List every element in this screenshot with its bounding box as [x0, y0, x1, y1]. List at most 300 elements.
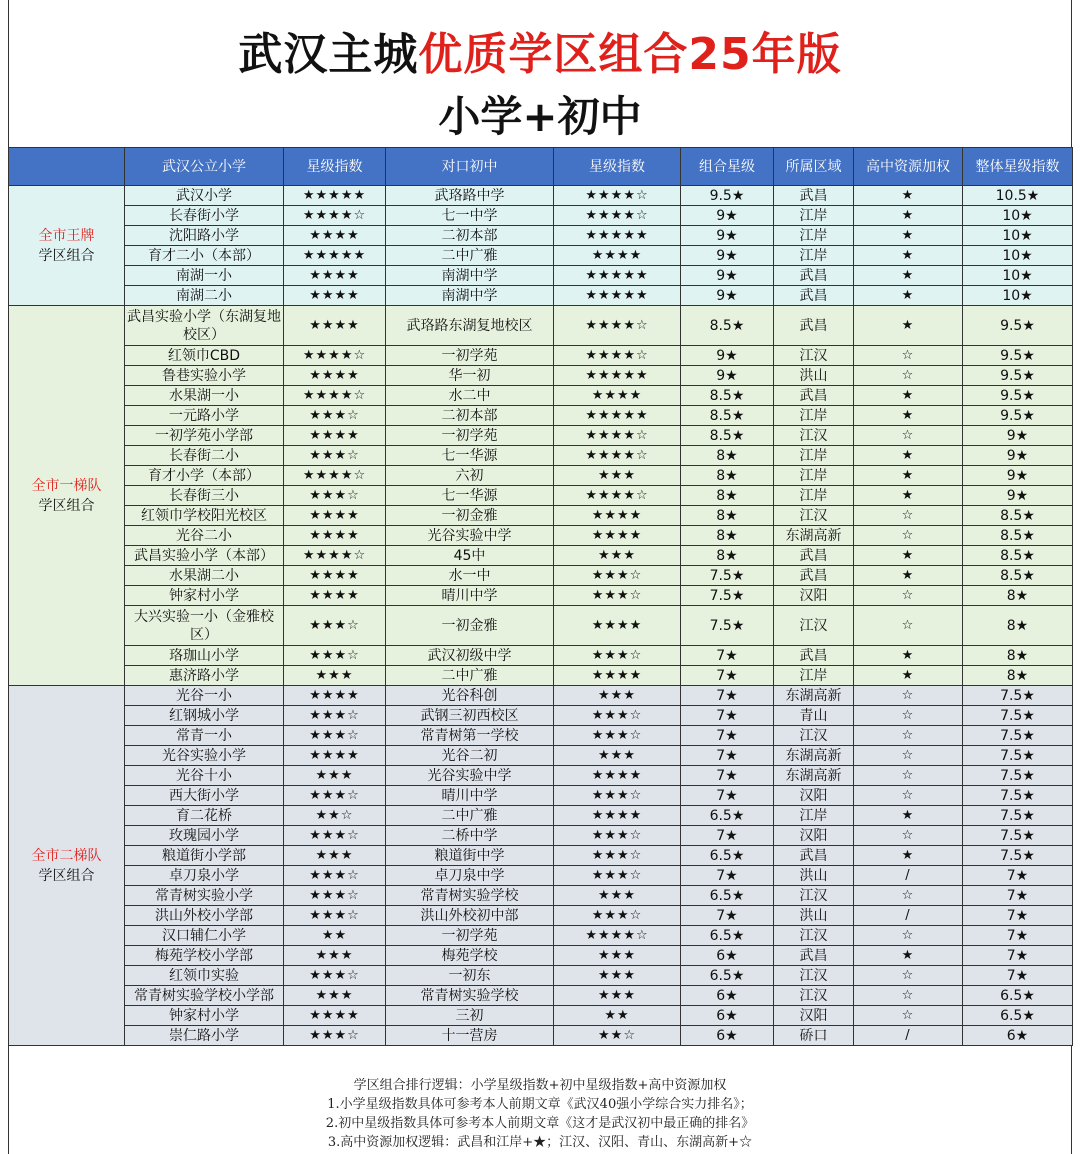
cell-highschool-weight: ☆ — [854, 966, 963, 986]
cell-primary-stars: ★★★★☆ — [284, 466, 386, 486]
cell-district: 江岸 — [774, 246, 854, 266]
cell-middle-stars: ★★★☆ — [554, 826, 681, 846]
cell-primary-stars: ★★★★ — [284, 266, 386, 286]
cell-middle-stars: ★★★ — [554, 946, 681, 966]
cell-overall-stars: 9.5★ — [963, 386, 1073, 406]
cell-district: 江岸 — [774, 806, 854, 826]
cell-middle-school: 一初金雅 — [386, 606, 554, 646]
cell-middle-school: 水一中 — [386, 566, 554, 586]
cell-primary-stars: ★★★★ — [284, 366, 386, 386]
cell-middle-school: 梅苑学校 — [386, 946, 554, 966]
cell-combined-stars: 8★ — [681, 446, 774, 466]
cell-primary-school: 育才二小（本部） — [125, 246, 284, 266]
cell-primary-stars: ★★★☆ — [284, 446, 386, 466]
cell-middle-stars: ★★★★☆ — [554, 926, 681, 946]
title-red: 优质学区组合25年版 — [418, 29, 842, 80]
cell-middle-stars: ★★★☆ — [554, 586, 681, 606]
note-line: 1.小学星级指数具体可参考本人前期文章《武汉40强小学综合实力排名》； — [327, 1097, 753, 1112]
cell-combined-stars: 7★ — [681, 686, 774, 706]
cell-overall-stars: 9★ — [963, 466, 1073, 486]
cell-overall-stars: 9.5★ — [963, 346, 1073, 366]
cell-middle-school: 常青树第一学校 — [386, 726, 554, 746]
cell-combined-stars: 6.5★ — [681, 966, 774, 986]
cell-primary-stars: ★★★★ — [284, 226, 386, 246]
cell-middle-stars: ★★★☆ — [554, 646, 681, 666]
cell-middle-stars: ★★★ — [554, 466, 681, 486]
group-label — [9, 686, 125, 1046]
cell-primary-stars: ★★★☆ — [284, 406, 386, 426]
cell-primary-school: 南湖一小 — [125, 266, 284, 286]
cell-middle-school: 武珞路东湖复地校区 — [386, 306, 554, 346]
cell-highschool-weight: ☆ — [854, 886, 963, 906]
cell-highschool-weight: ☆ — [854, 526, 963, 546]
cell-middle-stars: ★★★ — [554, 966, 681, 986]
cell-overall-stars: 7★ — [963, 946, 1073, 966]
cell-district: 武昌 — [774, 386, 854, 406]
cell-combined-stars: 8★ — [681, 546, 774, 566]
cell-combined-stars: 6.5★ — [681, 806, 774, 826]
table-row — [9, 926, 1073, 946]
table-row — [9, 906, 1073, 926]
table-row — [9, 406, 1073, 426]
table-header — [9, 148, 1073, 186]
cell-primary-school: 长春街三小 — [125, 486, 284, 506]
cell-combined-stars: 7★ — [681, 766, 774, 786]
cell-middle-school: 一初东 — [386, 966, 554, 986]
cell-primary-school: 常青树实验小学 — [125, 886, 284, 906]
cell-overall-stars: 8★ — [963, 666, 1073, 686]
cell-middle-school: 水二中 — [386, 386, 554, 406]
cell-primary-stars: ★★★★ — [284, 286, 386, 306]
table-row — [9, 746, 1073, 766]
group-label — [9, 186, 125, 306]
table-row — [9, 426, 1073, 446]
cell-primary-school: 水果湖一小 — [125, 386, 284, 406]
cell-primary-stars: ★★★★ — [284, 746, 386, 766]
cell-highschool-weight: ☆ — [854, 1006, 963, 1026]
note-line: 2.初中星级指数具体可参考本人前期文章《这才是武汉初中最正确的排名》 — [325, 1116, 755, 1131]
cell-middle-stars: ★★★★ — [554, 666, 681, 686]
cell-middle-stars: ★★★ — [554, 886, 681, 906]
cell-primary-stars: ★★★★☆ — [284, 546, 386, 566]
cell-combined-stars: 7★ — [681, 906, 774, 926]
cell-combined-stars: 7★ — [681, 866, 774, 886]
cell-highschool-weight: ★ — [854, 806, 963, 826]
cell-highschool-weight: ★ — [854, 646, 963, 666]
cell-combined-stars: 7★ — [681, 646, 774, 666]
cell-middle-school: 粮道街中学 — [386, 846, 554, 866]
cell-middle-stars: ★★★★ — [554, 246, 681, 266]
cell-middle-school: 二中广雅 — [386, 666, 554, 686]
cell-overall-stars: 7.5★ — [963, 806, 1073, 826]
cell-middle-stars: ★★★★☆ — [554, 306, 681, 346]
cell-primary-stars: ★★★★ — [284, 686, 386, 706]
cell-highschool-weight: ★ — [854, 466, 963, 486]
cell-district: 东湖高新 — [774, 746, 854, 766]
cell-middle-school: 一初学苑 — [386, 426, 554, 446]
cell-middle-stars: ★★★★★ — [554, 366, 681, 386]
cell-combined-stars: 9★ — [681, 226, 774, 246]
cell-district: 江汉 — [774, 926, 854, 946]
cell-primary-school: 汉口辅仁小学 — [125, 926, 284, 946]
cell-highschool-weight: ☆ — [854, 346, 963, 366]
table-row — [9, 226, 1073, 246]
cell-overall-stars: 10★ — [963, 266, 1073, 286]
cell-district: 汉阳 — [774, 826, 854, 846]
cell-primary-school: 光谷一小 — [125, 686, 284, 706]
cell-highschool-weight: ★ — [854, 486, 963, 506]
cell-highschool-weight: ★ — [854, 666, 963, 686]
table-row — [9, 1026, 1073, 1046]
cell-primary-school: 红领巾实验 — [125, 966, 284, 986]
cell-district: 武昌 — [774, 546, 854, 566]
cell-middle-stars: ★★★★☆ — [554, 346, 681, 366]
cell-overall-stars: 7.5★ — [963, 786, 1073, 806]
cell-overall-stars: 9.5★ — [963, 306, 1073, 346]
cell-primary-stars: ★★★★ — [284, 426, 386, 446]
table-row — [9, 986, 1073, 1006]
cell-overall-stars: 8.5★ — [963, 506, 1073, 526]
cell-middle-stars: ★★★ — [554, 986, 681, 1006]
cell-combined-stars: 6.5★ — [681, 886, 774, 906]
table-row — [9, 726, 1073, 746]
cell-combined-stars: 8.5★ — [681, 426, 774, 446]
cell-highschool-weight: ☆ — [854, 686, 963, 706]
cell-primary-school: 玫瑰园小学 — [125, 826, 284, 846]
cell-middle-stars: ★★★★☆ — [554, 426, 681, 446]
cell-primary-school: 武昌实验小学（本部） — [125, 546, 284, 566]
cell-combined-stars: 6★ — [681, 1006, 774, 1026]
cell-highschool-weight: ★ — [854, 566, 963, 586]
cell-middle-stars: ★★★☆ — [554, 706, 681, 726]
cell-highschool-weight: ☆ — [854, 606, 963, 646]
cell-district: 江岸 — [774, 226, 854, 246]
cell-primary-school: 长春街二小 — [125, 446, 284, 466]
cell-primary-stars: ★★★ — [284, 766, 386, 786]
group-label-subtitle: 学区组合 — [38, 497, 95, 514]
cell-primary-school: 惠济路小学 — [125, 666, 284, 686]
cell-middle-school: 南湖中学 — [386, 286, 554, 306]
table-row — [9, 866, 1073, 886]
cell-overall-stars: 9★ — [963, 446, 1073, 466]
cell-middle-school: 武汉初级中学 — [386, 646, 554, 666]
cell-middle-school: 一初金雅 — [386, 506, 554, 526]
cell-primary-stars: ★★ — [284, 926, 386, 946]
cell-district: 江汉 — [774, 886, 854, 906]
notes — [0, 1076, 1080, 1152]
cell-district: 汉阳 — [774, 586, 854, 606]
table-row — [9, 886, 1073, 906]
cell-middle-stars: ★★★★ — [554, 506, 681, 526]
cell-overall-stars: 7★ — [963, 906, 1073, 926]
table-row — [9, 266, 1073, 286]
cell-district: 武昌 — [774, 946, 854, 966]
table-row — [9, 446, 1073, 466]
table-row — [9, 706, 1073, 726]
cell-middle-stars: ★★★☆ — [554, 866, 681, 886]
cell-highschool-weight: ★ — [854, 546, 963, 566]
cell-middle-stars: ★★★ — [554, 546, 681, 566]
table-row — [9, 846, 1073, 866]
cell-highschool-weight: ☆ — [854, 746, 963, 766]
cell-highschool-weight: ☆ — [854, 706, 963, 726]
cell-primary-stars: ★★★★ — [284, 306, 386, 346]
column-header-group — [9, 148, 125, 186]
cell-primary-stars: ★★★ — [284, 986, 386, 1006]
table-row — [9, 806, 1073, 826]
cell-highschool-weight: ★ — [854, 406, 963, 426]
cell-middle-school: 七一中学 — [386, 206, 554, 226]
group-label-subtitle: 学区组合 — [38, 867, 95, 884]
cell-overall-stars: 8.5★ — [963, 566, 1073, 586]
cell-district: 汉阳 — [774, 1006, 854, 1026]
cell-combined-stars: 9★ — [681, 246, 774, 266]
cell-overall-stars: 9.5★ — [963, 366, 1073, 386]
column-header-primary-school: 武汉公立小学 — [125, 148, 284, 186]
cell-overall-stars: 10.5★ — [963, 186, 1073, 206]
cell-overall-stars: 6.5★ — [963, 1006, 1073, 1026]
cell-combined-stars: 6★ — [681, 1026, 774, 1046]
cell-primary-school: 洪山外校小学部 — [125, 906, 284, 926]
cell-primary-school: 沈阳路小学 — [125, 226, 284, 246]
cell-overall-stars: 10★ — [963, 246, 1073, 266]
cell-combined-stars: 7.5★ — [681, 566, 774, 586]
cell-overall-stars: 10★ — [963, 206, 1073, 226]
table-row — [9, 246, 1073, 266]
cell-combined-stars: 9.5★ — [681, 186, 774, 206]
cell-middle-stars: ★★★☆ — [554, 726, 681, 746]
cell-overall-stars: 10★ — [963, 286, 1073, 306]
cell-district: 江汉 — [774, 966, 854, 986]
cell-primary-stars: ★★★★☆ — [284, 206, 386, 226]
cell-middle-school: 常青树实验学校 — [386, 986, 554, 1006]
page-title — [0, 18, 1080, 82]
cell-primary-school: 光谷十小 — [125, 766, 284, 786]
cell-primary-school: 常青树实验学校小学部 — [125, 986, 284, 1006]
cell-combined-stars: 7★ — [681, 786, 774, 806]
cell-primary-stars: ★★★☆ — [284, 486, 386, 506]
cell-combined-stars: 8★ — [681, 466, 774, 486]
cell-primary-school: 一初学苑小学部 — [125, 426, 284, 446]
cell-overall-stars: 7★ — [963, 966, 1073, 986]
cell-middle-school: 六初 — [386, 466, 554, 486]
cell-highschool-weight: ★ — [854, 446, 963, 466]
cell-overall-stars: 7★ — [963, 926, 1073, 946]
cell-district: 江岸 — [774, 406, 854, 426]
cell-district: 武昌 — [774, 186, 854, 206]
cell-combined-stars: 6★ — [681, 986, 774, 1006]
group-label — [9, 306, 125, 686]
table-row — [9, 786, 1073, 806]
cell-highschool-weight: ★ — [854, 306, 963, 346]
cell-middle-stars: ★★★★★ — [554, 226, 681, 246]
cell-district: 武昌 — [774, 646, 854, 666]
table-row — [9, 1006, 1073, 1026]
cell-primary-school: 西大街小学 — [125, 786, 284, 806]
cell-overall-stars: 7.5★ — [963, 766, 1073, 786]
cell-district: 江汉 — [774, 426, 854, 446]
cell-primary-school: 钟家村小学 — [125, 586, 284, 606]
cell-primary-school: 大兴实验一小（金雅校区） — [125, 606, 284, 646]
cell-primary-school: 一元路小学 — [125, 406, 284, 426]
cell-primary-school: 卓刀泉小学 — [125, 866, 284, 886]
cell-middle-school: 十一营房 — [386, 1026, 554, 1046]
table-row — [9, 766, 1073, 786]
column-header-primary-stars: 星级指数 — [284, 148, 386, 186]
cell-middle-school: 二桥中学 — [386, 826, 554, 846]
cell-overall-stars: 7★ — [963, 866, 1073, 886]
cell-combined-stars: 9★ — [681, 266, 774, 286]
table-row — [9, 186, 1073, 206]
cell-primary-school: 梅苑学校小学部 — [125, 946, 284, 966]
cell-overall-stars: 7.5★ — [963, 686, 1073, 706]
cell-overall-stars: 8.5★ — [963, 526, 1073, 546]
cell-primary-stars: ★★★☆ — [284, 786, 386, 806]
cell-primary-school: 南湖二小 — [125, 286, 284, 306]
group-label-title: 全市王牌 — [38, 227, 95, 244]
cell-overall-stars: 8.5★ — [963, 546, 1073, 566]
cell-primary-school: 武昌实验小学（东湖复地校区） — [125, 306, 284, 346]
cell-district: 江岸 — [774, 206, 854, 226]
cell-middle-stars: ★★★★☆ — [554, 446, 681, 466]
cell-middle-stars: ★★★★ — [554, 766, 681, 786]
cell-middle-school: 武珞路中学 — [386, 186, 554, 206]
cell-primary-school: 武汉小学 — [125, 186, 284, 206]
cell-overall-stars: 6.5★ — [963, 986, 1073, 1006]
cell-middle-school: 三初 — [386, 1006, 554, 1026]
cell-middle-stars: ★★★★ — [554, 386, 681, 406]
cell-highschool-weight: ★ — [854, 286, 963, 306]
table-row — [9, 366, 1073, 386]
cell-district: 武昌 — [774, 306, 854, 346]
cell-middle-stars: ★★☆ — [554, 1026, 681, 1046]
cell-district: 青山 — [774, 706, 854, 726]
cell-overall-stars: 6★ — [963, 1026, 1073, 1046]
cell-primary-stars: ★★★★★ — [284, 246, 386, 266]
cell-overall-stars: 7.5★ — [963, 746, 1073, 766]
column-header-middle-stars: 星级指数 — [554, 148, 681, 186]
cell-highschool-weight: ☆ — [854, 926, 963, 946]
cell-highschool-weight: ★ — [854, 206, 963, 226]
cell-combined-stars: 8★ — [681, 506, 774, 526]
cell-district: 武昌 — [774, 286, 854, 306]
cell-combined-stars: 6★ — [681, 946, 774, 966]
cell-middle-stars: ★★★☆ — [554, 906, 681, 926]
column-header-highschool-weight: 高中资源加权 — [854, 148, 963, 186]
group-label-subtitle: 学区组合 — [38, 247, 95, 264]
cell-primary-stars: ★★★☆ — [284, 646, 386, 666]
column-header-overall-stars: 整体星级指数 — [963, 148, 1073, 186]
cell-district: 江汉 — [774, 346, 854, 366]
cell-primary-school: 育才小学（本部） — [125, 466, 284, 486]
cell-primary-stars: ★★★☆ — [284, 906, 386, 926]
table-row — [9, 686, 1073, 706]
cell-primary-school: 红钢城小学 — [125, 706, 284, 726]
cell-highschool-weight: ☆ — [854, 786, 963, 806]
cell-middle-stars: ★★★★ — [554, 806, 681, 826]
cell-primary-stars: ★★★★ — [284, 1006, 386, 1026]
cell-combined-stars: 8.5★ — [681, 406, 774, 426]
cell-middle-school: 光谷实验中学 — [386, 766, 554, 786]
cell-middle-school: 晴川中学 — [386, 586, 554, 606]
cell-district: 东湖高新 — [774, 526, 854, 546]
table-row — [9, 946, 1073, 966]
cell-district: 江岸 — [774, 486, 854, 506]
cell-primary-stars: ★★★☆ — [284, 706, 386, 726]
cell-middle-school: 洪山外校初中部 — [386, 906, 554, 926]
column-header-middle-school: 对口初中 — [386, 148, 554, 186]
cell-district: 武昌 — [774, 846, 854, 866]
cell-middle-school: 光谷科创 — [386, 686, 554, 706]
cell-combined-stars: 8.5★ — [681, 306, 774, 346]
cell-overall-stars: 7.5★ — [963, 726, 1073, 746]
cell-middle-stars: ★★★☆ — [554, 846, 681, 866]
cell-overall-stars: 9★ — [963, 426, 1073, 446]
table-row — [9, 646, 1073, 666]
table-row — [9, 606, 1073, 646]
cell-primary-school: 粮道街小学部 — [125, 846, 284, 866]
cell-highschool-weight: / — [854, 906, 963, 926]
cell-middle-stars: ★★★★☆ — [554, 206, 681, 226]
cell-district: 东湖高新 — [774, 686, 854, 706]
cell-overall-stars: 7.5★ — [963, 846, 1073, 866]
table-row — [9, 566, 1073, 586]
cell-overall-stars: 8★ — [963, 646, 1073, 666]
cell-primary-school: 红领巾学校阳光校区 — [125, 506, 284, 526]
cell-district: 武昌 — [774, 266, 854, 286]
cell-district: 武昌 — [774, 566, 854, 586]
cell-middle-school: 一初学苑 — [386, 346, 554, 366]
cell-district: 江岸 — [774, 446, 854, 466]
cell-overall-stars: 7★ — [963, 886, 1073, 906]
cell-primary-stars: ★★★★☆ — [284, 346, 386, 366]
cell-primary-stars: ★★★★ — [284, 526, 386, 546]
table-row — [9, 666, 1073, 686]
cell-district: 洪山 — [774, 366, 854, 386]
cell-primary-stars: ★★★☆ — [284, 726, 386, 746]
cell-middle-stars: ★★★ — [554, 746, 681, 766]
table-row — [9, 286, 1073, 306]
cell-district: 江汉 — [774, 606, 854, 646]
cell-district: 江汉 — [774, 506, 854, 526]
school-district-table — [8, 147, 1073, 1046]
cell-district: 江汉 — [774, 986, 854, 1006]
cell-primary-stars: ★★★ — [284, 946, 386, 966]
cell-middle-school: 卓刀泉中学 — [386, 866, 554, 886]
cell-primary-stars: ★★★ — [284, 846, 386, 866]
table-row — [9, 526, 1073, 546]
cell-primary-school: 珞珈山小学 — [125, 646, 284, 666]
cell-highschool-weight: ★ — [854, 946, 963, 966]
cell-combined-stars: 7.5★ — [681, 586, 774, 606]
cell-primary-stars: ★★★☆ — [284, 966, 386, 986]
cell-middle-stars: ★★ — [554, 1006, 681, 1026]
cell-district: 江岸 — [774, 466, 854, 486]
cell-highschool-weight: ★ — [854, 246, 963, 266]
cell-district: 汉阳 — [774, 786, 854, 806]
cell-middle-stars: ★★★★ — [554, 526, 681, 546]
cell-primary-school: 育二花桥 — [125, 806, 284, 826]
cell-overall-stars: 8★ — [963, 606, 1073, 646]
cell-combined-stars: 6.5★ — [681, 846, 774, 866]
cell-middle-stars: ★★★☆ — [554, 566, 681, 586]
cell-combined-stars: 7★ — [681, 746, 774, 766]
cell-primary-stars: ★★★ — [284, 666, 386, 686]
cell-primary-stars: ★★★★ — [284, 506, 386, 526]
cell-combined-stars: 9★ — [681, 206, 774, 226]
cell-overall-stars: 10★ — [963, 226, 1073, 246]
cell-primary-stars: ★★★☆ — [284, 1026, 386, 1046]
